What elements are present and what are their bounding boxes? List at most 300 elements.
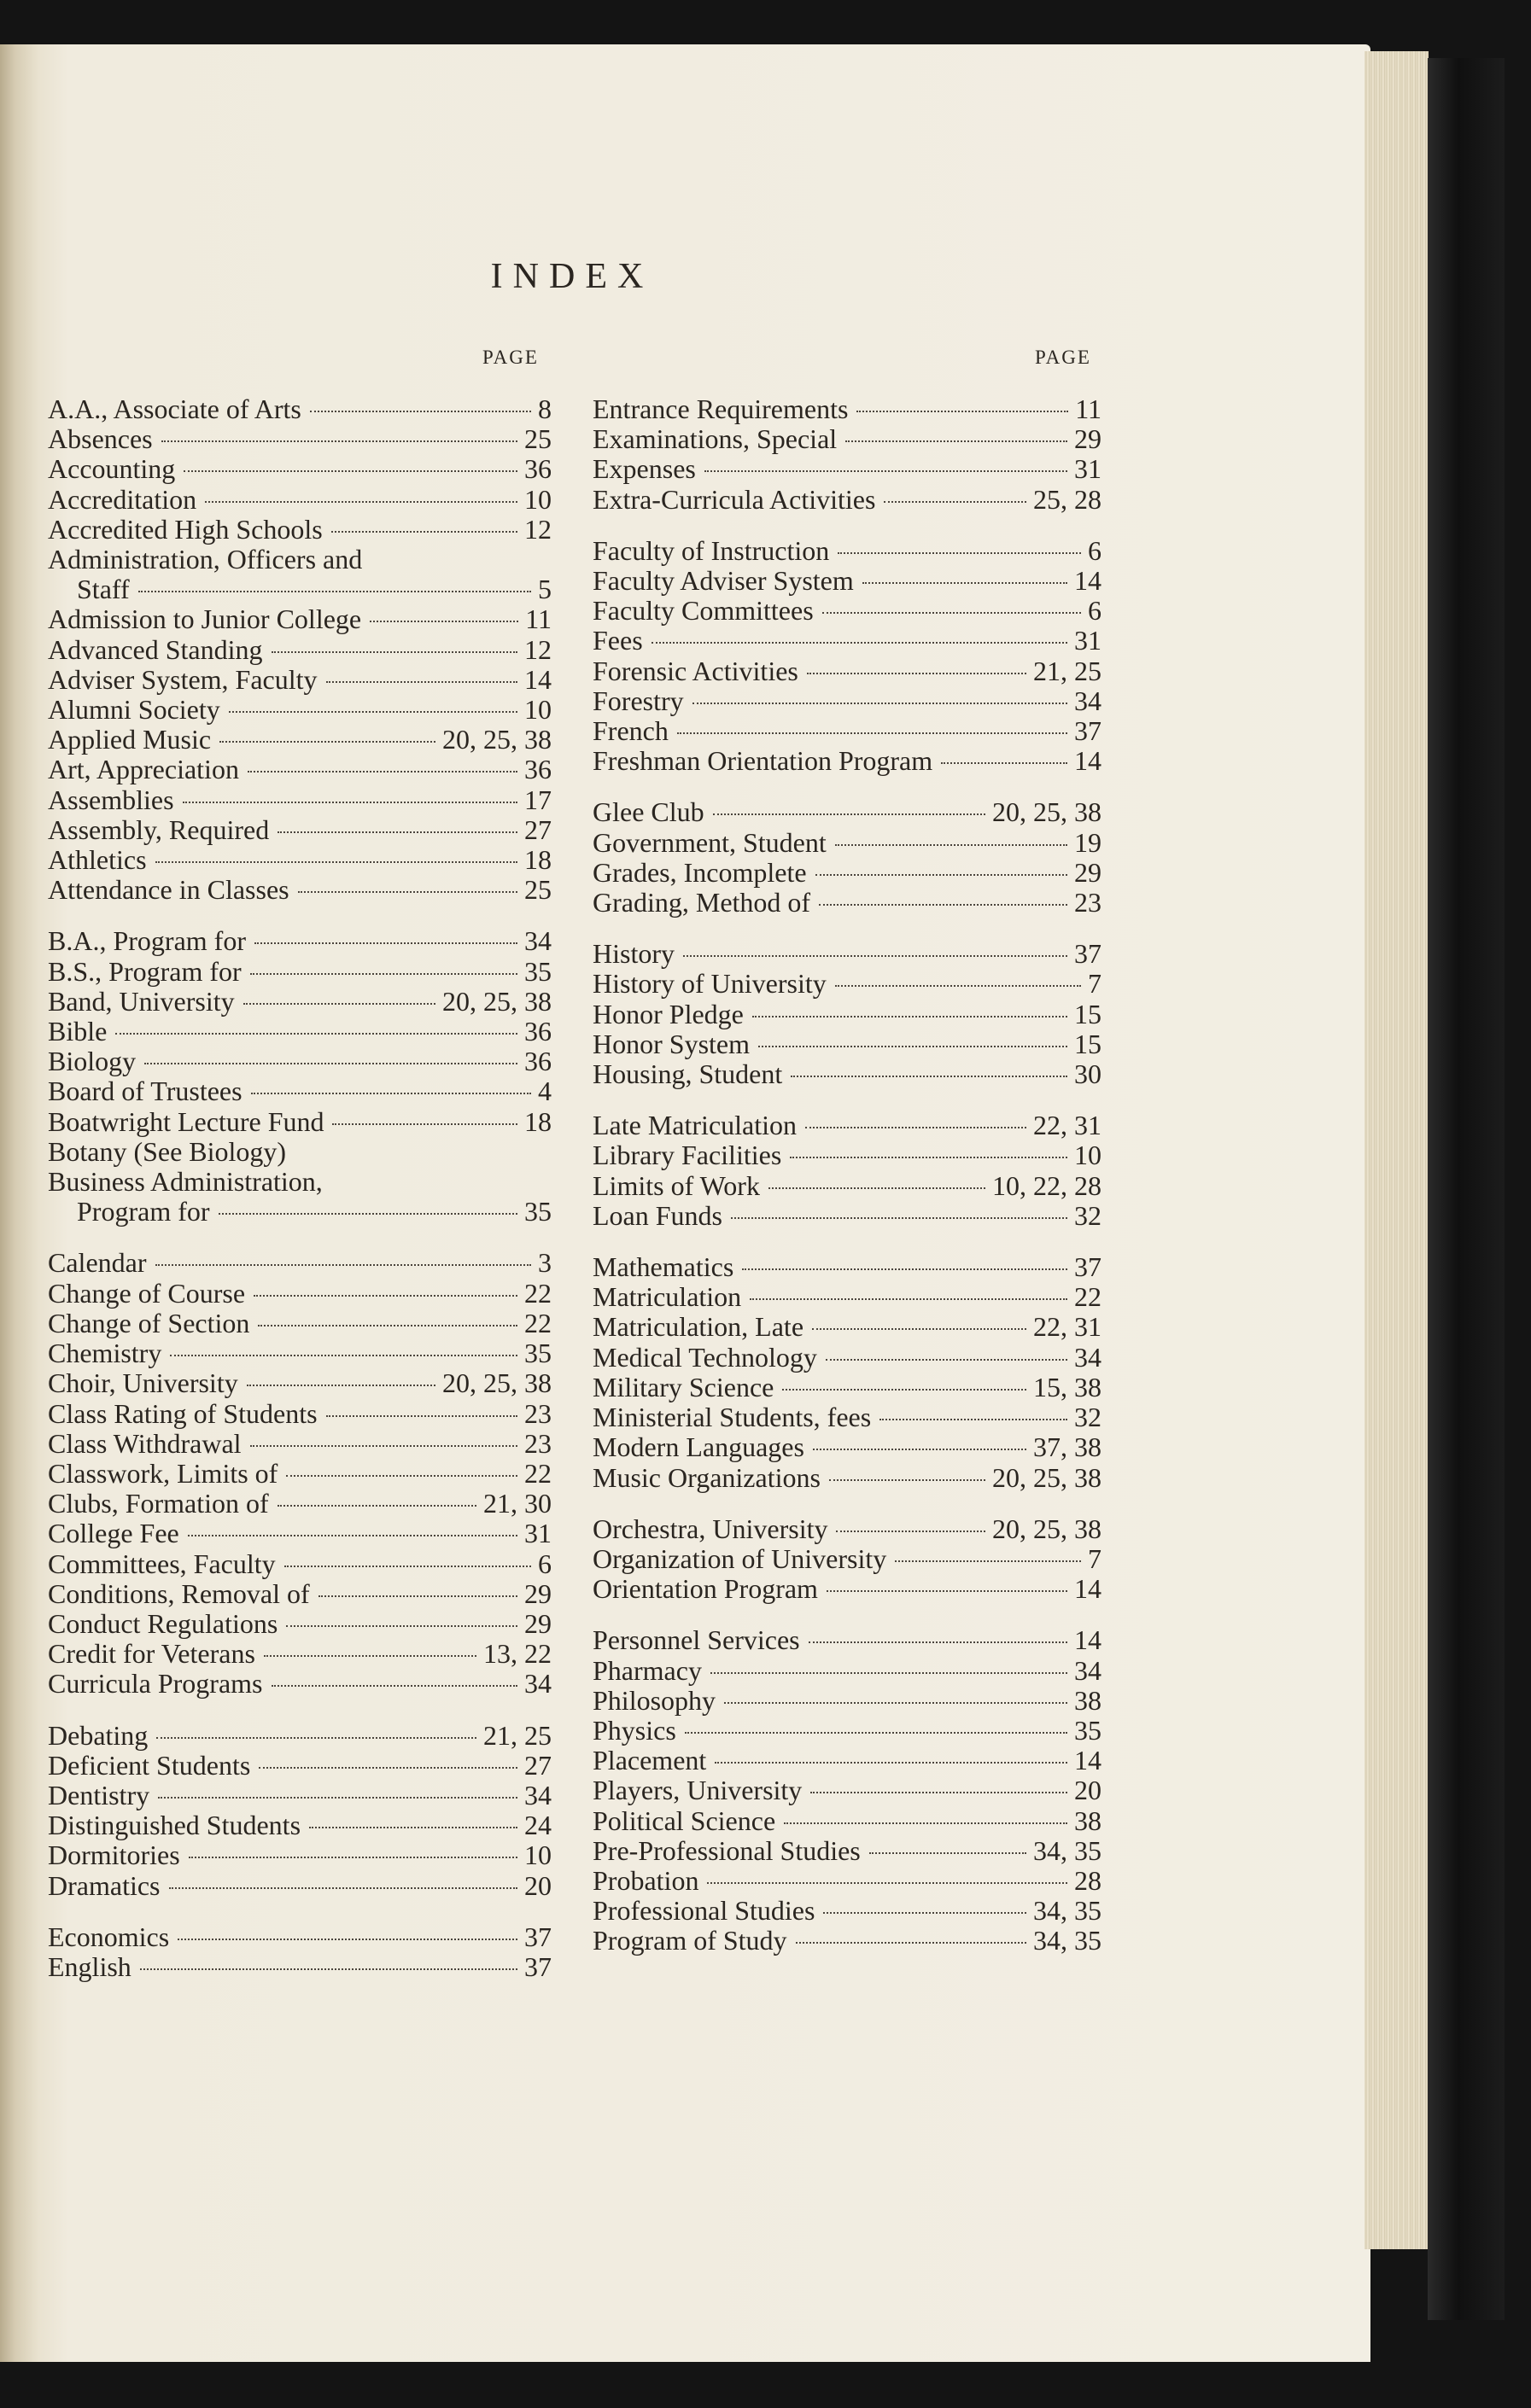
- index-pages: 34: [524, 1668, 552, 1700]
- dot-leader: [286, 1625, 517, 1627]
- dot-leader: [251, 1093, 531, 1094]
- index-term: Medical Technology: [593, 1341, 817, 1373]
- index-pages: 31: [524, 1518, 552, 1549]
- index-entry: [48, 1871, 552, 1901]
- dot-leader: [298, 891, 517, 893]
- page-edges: [1364, 51, 1429, 2249]
- book-cover: [1428, 58, 1505, 2320]
- index-term: Absences: [48, 423, 153, 455]
- index-pages: 11: [525, 603, 552, 635]
- index-pages: 14: [1074, 1624, 1102, 1656]
- dot-leader: [812, 1328, 1026, 1330]
- dot-leader: [155, 861, 517, 863]
- dot-leader: [879, 1419, 1067, 1420]
- index-term: Calendar: [48, 1247, 147, 1279]
- index-term: Players, University: [593, 1775, 803, 1806]
- index-entry: [48, 1137, 552, 1167]
- index-pages: 10, 22, 28: [992, 1169, 1102, 1201]
- dot-leader: [264, 1655, 476, 1657]
- dot-leader: [782, 1389, 1026, 1391]
- index-term: Dormitories: [48, 1840, 180, 1871]
- index-entry: [593, 1201, 1102, 1231]
- dot-leader: [685, 1732, 1067, 1734]
- index-entry: [48, 424, 552, 454]
- index-pages: 24: [524, 1810, 552, 1841]
- index-term: Extra-Curricula Activities: [593, 483, 876, 515]
- index-entry: [48, 785, 552, 815]
- dot-leader: [724, 1702, 1067, 1704]
- index-term: Change of Section: [48, 1307, 250, 1338]
- index-term: Conditions, Removal of: [48, 1577, 310, 1609]
- index-pages: 5: [538, 574, 552, 605]
- index-term: Class Rating of Students: [48, 1397, 318, 1429]
- index-letter-group: [593, 394, 1102, 515]
- index-entry: [593, 686, 1102, 716]
- index-entry: [593, 1432, 1102, 1462]
- index-entry: [48, 1922, 552, 1952]
- index-term: Faculty of Instruction: [593, 534, 830, 566]
- index-term: Personnel Services: [593, 1624, 800, 1656]
- index-pages: 37: [1074, 1251, 1102, 1283]
- index-pages: 35: [524, 955, 552, 987]
- index-pages: 25: [524, 423, 552, 455]
- index-entry: [48, 1279, 552, 1309]
- index-pages: 6: [538, 1548, 552, 1579]
- index-pages: 18: [524, 844, 552, 876]
- index-term: Botany (See Biology): [48, 1135, 287, 1167]
- index-entry: [593, 596, 1102, 626]
- index-term: Probation: [593, 1864, 699, 1896]
- index-entry: [593, 746, 1102, 776]
- index-term: Advanced Standing: [48, 633, 263, 665]
- index-term: Choir, University: [48, 1367, 238, 1399]
- index-term: B.A., Program for: [48, 925, 246, 957]
- dot-leader: [247, 1385, 435, 1386]
- index-term: Assembly, Required: [48, 813, 270, 845]
- index-term: Band, University: [48, 985, 235, 1017]
- index-term: Freshman Orientation Program: [593, 745, 933, 777]
- index-entry: [593, 536, 1102, 566]
- dot-leader: [768, 1187, 985, 1189]
- index-pages: 34, 35: [1033, 1925, 1102, 1956]
- index-entry: [593, 1312, 1102, 1342]
- index-entry: [48, 665, 552, 695]
- index-pages: 20, 25, 38: [442, 985, 552, 1017]
- index-term: Matriculation, Late: [593, 1311, 804, 1343]
- index-pages: 6: [1088, 595, 1102, 627]
- dot-leader: [809, 1641, 1067, 1643]
- index-entry: [593, 1574, 1102, 1604]
- index-entry: [593, 1000, 1102, 1029]
- index-pages: 25: [524, 874, 552, 906]
- index-letter-group: [48, 1922, 552, 1982]
- index-term: Loan Funds: [593, 1199, 722, 1231]
- index-pages: 22, 31: [1033, 1110, 1102, 1141]
- index-column-left: [48, 394, 552, 2003]
- index-pages: 14: [1074, 745, 1102, 777]
- index-entry: [48, 1952, 552, 1982]
- index-entry: [593, 454, 1102, 484]
- index-entry: [48, 957, 552, 987]
- index-entry: [593, 1836, 1102, 1866]
- index-term: Housing, Student: [593, 1058, 783, 1090]
- index-letter-group: [593, 1514, 1102, 1605]
- index-pages: 19: [1074, 826, 1102, 858]
- index-term: Grades, Incomplete: [593, 856, 807, 888]
- index-entry: [48, 1639, 552, 1669]
- index-pages: 34: [1074, 685, 1102, 716]
- dot-leader: [156, 1737, 476, 1739]
- index-pages: 32: [1074, 1402, 1102, 1433]
- index-pages: 27: [524, 1749, 552, 1781]
- dot-leader: [318, 1595, 517, 1597]
- index-pages: 7: [1088, 968, 1102, 1000]
- index-pages: 28: [1074, 1864, 1102, 1896]
- index-term: Accredited High Schools: [48, 513, 323, 545]
- dot-leader: [254, 1295, 517, 1297]
- dot-leader: [272, 1685, 518, 1687]
- index-pages: 25, 28: [1033, 483, 1102, 515]
- index-pages: 23: [524, 1397, 552, 1429]
- dot-leader: [807, 673, 1026, 674]
- dot-leader: [835, 985, 1081, 987]
- dot-leader: [941, 762, 1067, 764]
- index-entry: [593, 1343, 1102, 1373]
- index-term: Honor System: [593, 1028, 750, 1059]
- index-pages: 37: [1074, 938, 1102, 970]
- index-pages: 10: [524, 483, 552, 515]
- index-pages: 29: [1074, 856, 1102, 888]
- dot-leader: [790, 1157, 1067, 1158]
- dot-leader: [248, 771, 517, 773]
- index-pages: 37: [524, 1921, 552, 1952]
- dot-leader: [813, 1449, 1026, 1450]
- dot-leader: [278, 1505, 476, 1507]
- index-pages: 37, 38: [1033, 1431, 1102, 1463]
- dot-leader: [810, 1792, 1067, 1793]
- dot-leader: [115, 1033, 517, 1035]
- dot-leader: [309, 1827, 517, 1828]
- index-entry: [48, 574, 552, 604]
- index-pages: 38: [1074, 1684, 1102, 1716]
- index-term: Professional Studies: [593, 1895, 815, 1927]
- dot-leader: [189, 1857, 517, 1858]
- index-term: Boatwright Lecture Fund: [48, 1105, 324, 1137]
- dot-leader: [370, 621, 518, 622]
- index-entry: [48, 1579, 552, 1609]
- index-letter-group: [48, 1721, 552, 1901]
- index-entry: [48, 1368, 552, 1398]
- index-pages: 34: [1074, 1654, 1102, 1686]
- dot-leader: [144, 1063, 517, 1064]
- dot-leader: [829, 1479, 985, 1481]
- dot-leader: [838, 552, 1081, 554]
- index-term: Music Organizations: [593, 1461, 821, 1493]
- index-pages: 14: [1074, 1745, 1102, 1776]
- index-term: Chemistry: [48, 1338, 162, 1369]
- index-term: Dramatics: [48, 1869, 161, 1901]
- index-term: Modern Languages: [593, 1431, 804, 1463]
- index-entry: [593, 1625, 1102, 1655]
- dot-leader: [827, 1590, 1067, 1592]
- index-pages: 15: [1074, 1028, 1102, 1059]
- index-term: Ministerial Students, fees: [593, 1402, 872, 1433]
- index-pages: 34, 35: [1033, 1834, 1102, 1866]
- dot-leader: [805, 1127, 1026, 1128]
- dot-leader: [188, 1535, 517, 1536]
- index-pages: 20, 25, 38: [992, 796, 1102, 828]
- index-entry: [48, 635, 552, 665]
- index-letter-group: [593, 536, 1102, 777]
- index-entry: [593, 1686, 1102, 1716]
- index-pages: 29: [1074, 423, 1102, 455]
- index-pages: 14: [1074, 565, 1102, 597]
- dot-leader: [331, 531, 517, 533]
- index-entry: [593, 1059, 1102, 1089]
- dot-leader: [862, 582, 1067, 584]
- index-pages: 14: [524, 663, 552, 695]
- dot-leader: [286, 1475, 517, 1477]
- index-term: Administration, Officers and: [48, 544, 363, 575]
- index-column-right: [593, 394, 1102, 1978]
- index-entry: [48, 394, 552, 424]
- index-term: Forestry: [593, 685, 684, 716]
- index-entry: [593, 1282, 1102, 1312]
- index-letter-group: [48, 394, 552, 905]
- index-term: Alumni Society: [48, 694, 220, 726]
- index-letter-group: [593, 1252, 1102, 1493]
- index-entry: [48, 1781, 552, 1810]
- index-pages: 20, 25, 38: [442, 1367, 552, 1399]
- index-term: Adviser System, Faculty: [48, 663, 318, 695]
- index-pages: 7: [1088, 1542, 1102, 1574]
- index-term: Staff: [77, 574, 130, 605]
- dot-leader: [869, 1852, 1026, 1854]
- index-entry: [48, 1107, 552, 1137]
- index-term: Government, Student: [593, 826, 827, 858]
- index-pages: 34: [524, 925, 552, 957]
- index-entry: [593, 858, 1102, 888]
- index-pages: 22: [1074, 1281, 1102, 1313]
- dot-leader: [278, 831, 517, 833]
- dot-leader: [704, 470, 1067, 472]
- dot-leader: [731, 1217, 1067, 1219]
- index-term: Business Administration,: [48, 1166, 323, 1198]
- index-entry: [593, 485, 1102, 515]
- index-pages: 37: [1074, 715, 1102, 747]
- dot-leader: [758, 1046, 1067, 1047]
- dot-leader: [155, 1264, 532, 1266]
- index-term: Examinations, Special: [593, 423, 838, 455]
- dot-leader: [845, 440, 1067, 442]
- dot-leader: [652, 642, 1067, 644]
- index-term: Entrance Requirements: [593, 394, 849, 424]
- index-entry: [48, 926, 552, 956]
- index-entry: [593, 424, 1102, 454]
- index-pages: 10: [524, 1840, 552, 1871]
- dot-leader: [183, 802, 517, 803]
- index-entry: [48, 1721, 552, 1751]
- dot-leader: [822, 612, 1081, 614]
- index-term: Applied Music: [48, 724, 212, 755]
- index-entry: [48, 875, 552, 905]
- index-entry: [593, 1140, 1102, 1170]
- index-term: Political Science: [593, 1805, 776, 1836]
- index-entry: [48, 1519, 552, 1548]
- index-term: Matriculation: [593, 1281, 742, 1313]
- index-term: B.S., Program for: [48, 955, 242, 987]
- index-term: Deficient Students: [48, 1749, 251, 1781]
- dot-leader: [229, 711, 517, 713]
- index-pages: 29: [524, 1577, 552, 1609]
- dot-leader: [692, 703, 1067, 704]
- dot-leader: [243, 1003, 435, 1005]
- index-pages: 36: [524, 1046, 552, 1077]
- index-entry: [48, 1248, 552, 1278]
- index-term: Program for: [77, 1196, 210, 1227]
- page-column-header-right: PAGE: [1035, 347, 1091, 368]
- index-pages: 29: [524, 1607, 552, 1639]
- index-pages: 17: [524, 784, 552, 815]
- index-entry: [593, 1866, 1102, 1896]
- dot-leader: [258, 1325, 517, 1326]
- dot-leader: [219, 1213, 517, 1215]
- index-entry: [593, 1806, 1102, 1836]
- dot-leader: [138, 591, 531, 592]
- index-term: English: [48, 1950, 131, 1982]
- index-pages: 30: [1074, 1058, 1102, 1090]
- index-term: Debating: [48, 1719, 149, 1751]
- index-pages: 22, 31: [1033, 1311, 1102, 1343]
- index-entry: [48, 1197, 552, 1227]
- dot-leader: [742, 1268, 1067, 1270]
- index-term: Assemblies: [48, 784, 174, 815]
- index-entry: [48, 1549, 552, 1579]
- index-entry: [48, 1751, 552, 1781]
- index-entry: [593, 656, 1102, 686]
- dot-leader: [707, 1882, 1067, 1884]
- index-entry: [593, 1926, 1102, 1956]
- index-entry: [593, 1171, 1102, 1201]
- index-pages: 10: [524, 694, 552, 726]
- index-term: Pre-Professional Studies: [593, 1834, 861, 1866]
- index-term: Biology: [48, 1046, 137, 1077]
- index-pages: 22: [524, 1307, 552, 1338]
- dot-leader: [819, 904, 1067, 906]
- index-term: Program of Study: [593, 1925, 787, 1956]
- index-entry: [593, 566, 1102, 596]
- index-term: A.A., Associate of Arts: [48, 394, 301, 424]
- dot-leader: [713, 813, 985, 815]
- dot-leader: [250, 973, 517, 975]
- dot-leader: [259, 1767, 517, 1769]
- index-entry: [593, 1463, 1102, 1493]
- index-term: French: [593, 715, 669, 747]
- index-pages: 4: [538, 1076, 552, 1107]
- dot-leader: [169, 1887, 518, 1889]
- index-term: Accreditation: [48, 483, 197, 515]
- index-term: Fees: [593, 625, 643, 656]
- dot-leader: [250, 1445, 517, 1447]
- index-pages: 20, 25, 38: [992, 1513, 1102, 1544]
- index-term: Admission to Junior College: [48, 603, 362, 635]
- index-entry: [593, 394, 1102, 424]
- index-entry: [593, 1656, 1102, 1686]
- index-term: Classwork, Limits of: [48, 1457, 278, 1489]
- index-term: Credit for Veterans: [48, 1638, 255, 1670]
- index-term: Physics: [593, 1714, 676, 1746]
- index-term: Faculty Adviser System: [593, 565, 854, 597]
- index-letter-group: [48, 926, 552, 1227]
- index-entry: [593, 939, 1102, 969]
- index-letter-group: [593, 1111, 1102, 1231]
- index-pages: 3: [538, 1247, 552, 1279]
- index-pages: 36: [524, 1016, 552, 1047]
- index-term: Conduct Regulations: [48, 1607, 278, 1639]
- index-pages: 21, 25: [1033, 655, 1102, 686]
- index-term: Art, Appreciation: [48, 754, 239, 785]
- index-entry: [593, 969, 1102, 999]
- index-pages: 22: [524, 1277, 552, 1309]
- index-pages: 35: [524, 1196, 552, 1227]
- index-term: Pharmacy: [593, 1654, 702, 1686]
- index-pages: 20, 25, 38: [442, 724, 552, 755]
- index-entry: [48, 454, 552, 484]
- index-term: Bible: [48, 1016, 108, 1047]
- index-entry-multiline: [48, 1167, 552, 1227]
- index-entry: [48, 1399, 552, 1429]
- index-entry: [593, 1373, 1102, 1402]
- index-pages: 27: [524, 813, 552, 845]
- index-entry: [593, 1746, 1102, 1775]
- dot-leader: [884, 501, 1026, 503]
- dot-leader: [715, 1762, 1067, 1764]
- index-entry: [593, 1896, 1102, 1926]
- index-term: Late Matriculation: [593, 1110, 798, 1141]
- dot-leader: [170, 1355, 517, 1356]
- index-pages: 18: [524, 1105, 552, 1137]
- index-entry: [48, 1489, 552, 1519]
- index-pages: 36: [524, 453, 552, 485]
- dot-leader: [784, 1822, 1067, 1824]
- index-term: Attendance in Classes: [48, 874, 289, 906]
- index-entry: [593, 1514, 1102, 1544]
- index-entry: [593, 1111, 1102, 1140]
- index-pages: 37: [524, 1950, 552, 1982]
- index-pages: 38: [1074, 1805, 1102, 1836]
- index-entry: [48, 1076, 552, 1106]
- index-entry: [593, 888, 1102, 918]
- index-entry: [48, 845, 552, 875]
- dot-leader: [158, 1797, 517, 1799]
- index-term: Glee Club: [593, 796, 704, 828]
- index-pages: 20: [524, 1869, 552, 1901]
- page-title: INDEX: [490, 257, 654, 296]
- index-entry: [48, 1309, 552, 1338]
- dot-leader: [161, 440, 517, 442]
- dot-leader: [826, 1359, 1067, 1361]
- index-term: Accounting: [48, 453, 176, 485]
- index-pages: 21, 25: [483, 1719, 552, 1751]
- index-entry: [48, 604, 552, 634]
- page-column-header-left: PAGE: [482, 347, 539, 368]
- dot-leader: [284, 1565, 531, 1567]
- index-pages: 36: [524, 754, 552, 785]
- dot-leader: [219, 741, 435, 743]
- dot-leader: [796, 1942, 1026, 1944]
- index-entry: [593, 1402, 1102, 1432]
- dot-leader: [254, 942, 517, 944]
